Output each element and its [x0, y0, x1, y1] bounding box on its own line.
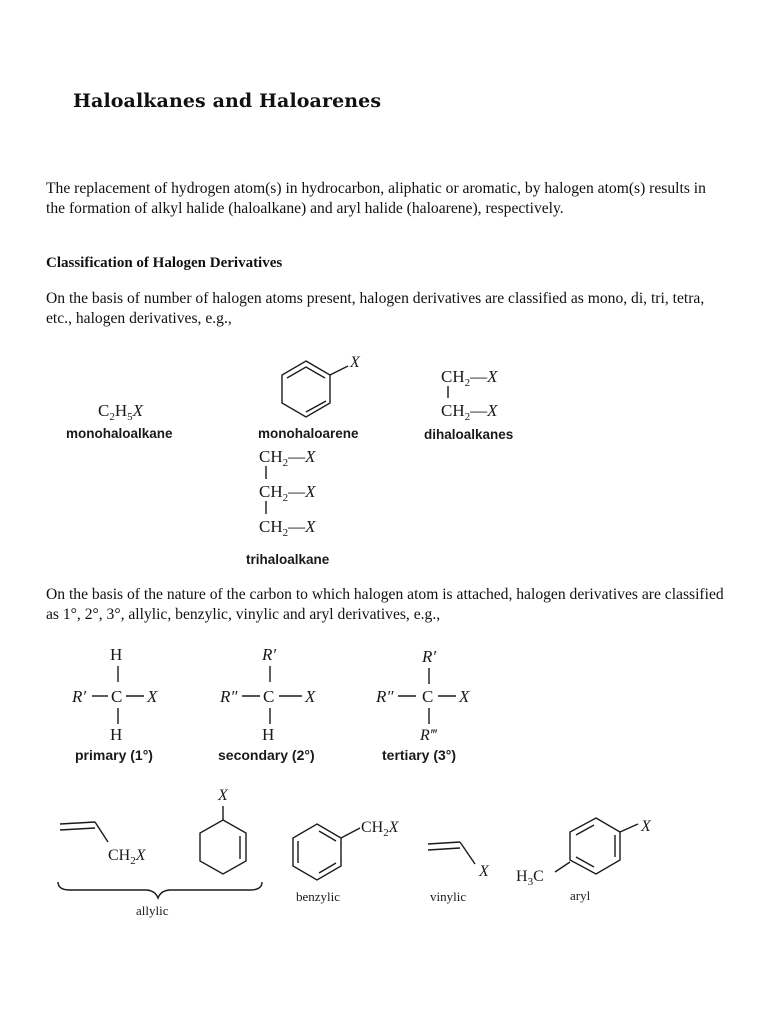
trihaloalkane-label: trihaloalkane	[246, 552, 330, 567]
trihalo-ch2-2: $CH_2—X$	[259, 482, 316, 504]
aryl-label: aryl	[570, 888, 591, 903]
benzene-ring	[282, 361, 348, 417]
tertiary-label: tertiary (3°)	[382, 747, 457, 763]
dihalo-ch2-top: $CH_2—X$	[441, 367, 498, 389]
svg-text:R′: R′	[262, 645, 277, 664]
svg-text:X: X	[459, 687, 470, 706]
cyclohexene-ring	[200, 820, 246, 874]
intro-paragraph: The replacement of hydrogen atom(s) in hydrocarbon, aliphatic or aromatic, by halogen atom(s) results in the formation of alkyl halide (haloalkane) and aryl halide (haloarene), respectively.	[46, 180, 706, 217]
svg-text:R″: R″	[376, 687, 394, 706]
svg-text:C: C	[422, 687, 434, 706]
trihalo-ch2-1: $CH_2—X$	[259, 447, 316, 469]
vinylic-label: vinylic	[430, 889, 467, 904]
vinylic-halogen: X	[479, 863, 489, 880]
monohaloalkane-label: monohaloalkane	[66, 426, 173, 441]
svg-text:H: H	[262, 725, 275, 744]
benzylic-ch2x: $CH_2X$	[361, 819, 399, 839]
secondary-structure	[219, 645, 316, 744]
benzylic-ring	[293, 824, 360, 880]
allyl-ch2x: $CH_2X$	[108, 847, 146, 867]
aryl-methyl: $H_3C$	[516, 868, 544, 888]
svg-text:R″: R″	[220, 687, 238, 706]
primary-label: primary (1°)	[75, 747, 153, 763]
vinyl-chain	[428, 842, 475, 864]
page-title: Haloalkanes and Haloarenes	[73, 90, 382, 112]
aryl-halogen: X	[641, 818, 651, 835]
arene-halogen: X	[350, 354, 360, 371]
allyl-chain	[60, 822, 108, 842]
halogen-count-figure	[0, 335, 768, 575]
aryl-ring	[555, 818, 638, 874]
svg-text:R′: R′	[422, 647, 437, 666]
dihalo-ch2-bottom: $CH_2—X$	[441, 401, 498, 423]
secondary-label: secondary (2°)	[218, 747, 315, 763]
dihaloalkanes-label: dihaloalkanes	[424, 427, 514, 442]
svg-text:C: C	[111, 687, 123, 706]
svg-text:R′: R′	[72, 687, 87, 706]
svg-text:H: H	[110, 645, 123, 664]
svg-text:H: H	[110, 725, 123, 744]
degree-classification-figure	[0, 640, 768, 770]
tertiary-structure	[375, 647, 470, 744]
svg-text:X: X	[305, 687, 316, 706]
primary-structure	[71, 645, 158, 744]
allylic-label: allylic	[136, 903, 169, 918]
number-classification-paragraph: On the basis of number of halogen atoms present, halogen derivatives are classified as mono, di, tri, tetra, etc., halogen derivatives, e.g.,	[46, 290, 705, 327]
cyclohexene-halogen: X	[218, 787, 228, 804]
svg-text:X: X	[147, 687, 158, 706]
nature-classification-paragraph: On the basis of the nature of the carbon to which halogen atom is attached, halogen derivatives are classified as 1°, 2°, 3°, allylic, benzylic, vinylic and aryl derivatives, e.g.,	[46, 586, 724, 623]
monohaloarene-label: monohaloarene	[258, 426, 359, 441]
position-classification-figure	[0, 780, 768, 930]
svg-text:C: C	[263, 687, 275, 706]
benzylic-label: benzylic	[296, 889, 341, 904]
svg-text:R‴: R‴	[420, 727, 437, 744]
monohaloalkane-formula: $C_2H_5X$	[98, 401, 144, 423]
section-heading: Classification of Halogen Derivatives	[46, 255, 283, 271]
trihalo-ch2-3: $CH_2—X$	[259, 517, 316, 539]
allylic-brace	[58, 882, 262, 898]
